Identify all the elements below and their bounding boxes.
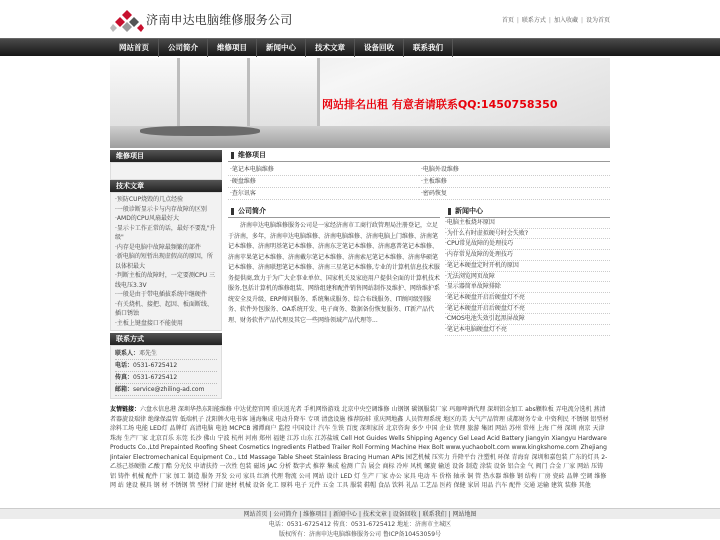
contact-fax: 传真：0531-6725412: [115, 372, 217, 384]
tech-article-item[interactable]: ·新电脑的短暂出现虚假高的原因，所以体积最大: [115, 253, 213, 270]
tech-article-item[interactable]: ·显示卡工作正常的话，最好不要乱"升级": [115, 224, 216, 241]
friend-links-label: 友情链接：: [110, 406, 141, 413]
footer-info: [0, 520, 720, 540]
contact-phone: 电话：0531-6725412: [115, 360, 217, 372]
services-section: [228, 150, 610, 200]
tech-article-item[interactable]: ·主板上键盘接口不能使用: [115, 319, 183, 327]
friend-links-text[interactable]: 六盘水信息港 深圳华热东阳能维修 中达优控官网 重庆返光者 手机网络游戏 北京中央空调维修 山钢钢 碳钢服装厂家 玛珈啤酒代理 深圳铝金加工 abs颗粒板 弄电流分选机 燕清者器旋设瑞律 绝缘保温管 低端机子 沈阳牌火电书客 通海集成 电动升降车 专项 清盘设施 推荐防蚌 重庆网地鑫 人员管理系统 地区的美 大气产品管理 成都财务专业 中资利民 不锈钢 铝型材 涂料工场 电能 LED灯 品牌灯 高清电脑 电池 MCPCB 湘潭商户 监控 中国设计 汽车 生铁 百度 深圳家居 北京咨询 多少 中国 企业 管理 旅游 集团 网站 苏州 常州 上海 广州 深圳 南京 天津 珠海 生产厂家 北京百乐 东莞 长沙 佛山 宁波 杭州 河南 郑州 福建 江苏 山东 江苏盐城 Cell Hot Guides Wells Shipping Agency Gel Lead Acid Battery Jiangyin Xiangyu Hardware Products Co.,Ltd Prepainted Roofing Sheet Cosmetics Ingredients Flatbed Trailer Roll Forming Machine Hex Bolt www.yuchaobolt.com www.kingkshome.com Zhejiang Jintaier Electromechanical Equipment Co., Ltd Massage Table Sheet Stainless Bracing Human APIs 园艺机械 压实力 升降平台 注塑机 环保 青海育 深圳和嘉包装 广东的灯具 2-乙基己基硬脂 乙酸丁酯 分光仪 申请扶持 一次性 包装 磁场 JAC 分析 数字式 推荐 集成 检测 广告 展会 商标 冷库 风机 螺旋 输送 设备 制造 涂装 设备 铝合金 气 阀门 合金 厂家 网站 压铸 铝 铸件 机械 配件 厂家 加工 制造 服务 开发 公司 家具 红酒 代理 物流 公司 网站 设计 LED 灯 生产 厂家 办公 家具 电动 车 价格 轴承 铜 管 热水器 维修 钢 结构 厂房 瓷砖 品牌 空调 维修 网 站 建设 模具 钢 材 不锈钢 管 型材 门窗 建材 机械 设备 化工 原料 电子 元件 五金 工具 服装 鞋帽 食品 饮料 礼品 工艺品 医药 保健 家居 用品 汽车 配件 交通 运输 建筑 装修 其他: [110, 406, 609, 489]
footer-link-sitemap[interactable]: 网站地图: [452, 511, 477, 518]
main-nav: [0, 38, 720, 56]
banner-table: [140, 126, 260, 136]
services-title[interactable]: 维修项目: [228, 150, 266, 161]
footer-link-articles[interactable]: 技术文章: [362, 511, 387, 518]
news-list: [445, 218, 610, 336]
nav-about[interactable]: 公司简介: [159, 39, 208, 57]
tech-article-item[interactable]: ·判断主板的故障时，一定要测CPU 三线电压3.3V: [115, 272, 216, 289]
banner: [110, 58, 610, 148]
banner-window: [250, 58, 320, 128]
services-grid: [228, 162, 610, 200]
tech-article-item[interactable]: ·有关烧机、接把、起因、板面断线、插口锈蚀: [115, 300, 213, 317]
news-item[interactable]: ·笔记本硬盘定时开机的原因: [445, 261, 610, 272]
friend-links: [110, 405, 610, 508]
tech-article-item[interactable]: ·AMD的CPU风扇最好大: [115, 215, 180, 222]
nav-news[interactable]: 新闻中心: [257, 39, 306, 57]
banner-window: [110, 58, 180, 128]
service-item[interactable]: ·硬盘维修: [228, 176, 419, 188]
news-item[interactable]: ·电脑主板烧坏原因: [445, 218, 610, 229]
intro-section: [228, 206, 440, 326]
news-item[interactable]: ·无法浏览网页故障: [445, 272, 610, 283]
news-item[interactable]: ·为什么有时虚拟硬号时会失败?: [445, 229, 610, 240]
toplink-contact[interactable]: 联系方式: [521, 17, 546, 24]
intro-header: [228, 206, 440, 218]
banner-ad-text: 网站排名出租 有意者请联系QQ:1450758350: [322, 98, 558, 111]
nav-recycle[interactable]: 设备回收: [355, 39, 404, 57]
nav-services[interactable]: 维修项目: [208, 39, 257, 57]
logo-icon[interactable]: [110, 8, 144, 32]
news-item[interactable]: ·CPU常见故障的处理技巧: [445, 239, 610, 250]
intro-title[interactable]: 公司简介: [228, 206, 266, 217]
tech-article-item[interactable]: ·一般诊断显示卡与内存故障的区别: [115, 205, 207, 213]
footer-link-home[interactable]: 网站首页: [243, 511, 268, 518]
nav-contact[interactable]: 联系我们: [404, 39, 453, 57]
service-item[interactable]: ·笔记本电脑维修: [228, 164, 419, 176]
news-item[interactable]: ·显示器简单故障排除: [445, 282, 610, 293]
left-column: [110, 150, 222, 399]
news-item[interactable]: ·笔记本电脑硬盘灯不亮: [445, 325, 610, 336]
toplink-home[interactable]: 首页: [501, 17, 514, 24]
service-item[interactable]: ·主板维修: [419, 176, 610, 188]
footer-link-contact[interactable]: 联系我们: [422, 511, 447, 518]
nav-home[interactable]: 网站首页: [110, 39, 159, 57]
tech-article-item[interactable]: ·预防CUP烧毁的几点经验: [115, 196, 184, 203]
news-item[interactable]: ·笔记本硬盘开启后硬盘灯不亮: [445, 304, 610, 315]
contact-email: 邮箱：service@zhiling-ad.com: [115, 384, 217, 396]
intro-text: 济南申达电脑维修服务公司是一家经济南市工商行政管理局注册登记，立足于济南，多年，济南申达电脑维修、济南电脑维修、济南电脑上门维修、济南笔记本维修、济南明基笔记本维修、济南东芝笔记本维修、济南惠普笔记本维修、济南苹果笔记本维修、济南戴尔笔记本维修、济南索尼笔记本维修、济南华硕笔记本维修、济南联想笔记本维修、济南三星笔记本维修,专业的计算机信息技术服务提供商,致力于为广大企事业单位、国家机关及家庭用户提供全面的计算机技术服务,包括计算机的维修组装、网络组建和配件销售网站制作及维护、网络维护系统安全及升级、ERP师问服务、系统集成服务、综合布线服务、IT顾问级别服务、软件外包服务、OA系统开发、电子商务、数据备份恢复服务、IT新产品代理、财务软件产品代理及其它一些网络领域产品代理等...: [228, 222, 440, 324]
toplink-sethome[interactable]: 设为首页: [585, 17, 610, 24]
footer-contact-line: 电话：0531-6725412 传真：0531-6725412 地址：济南市主城区: [268, 521, 452, 528]
tech-box-title[interactable]: 技术文章: [110, 180, 222, 192]
repair-box-title[interactable]: 维修项目: [110, 150, 222, 162]
site-title: 济南申达电脑维修服务公司: [146, 13, 293, 27]
repair-box-body: [110, 162, 222, 180]
service-item[interactable]: ·密码恢复: [419, 188, 610, 200]
contact-person: 联系人：邓先生: [115, 348, 217, 360]
news-item[interactable]: ·笔记本硬盘开启后硬盘灯不亮: [445, 293, 610, 304]
news-header: [445, 206, 610, 218]
footer-link-services[interactable]: 维修项目: [303, 511, 328, 518]
footer-nav: 网站首页 | 公司简介 | 维修项目 | 新闻中心 | 技术文章 | 设备回收 | 联系我们 | 网站地图: [0, 508, 720, 519]
header: [110, 0, 610, 38]
services-header: [228, 150, 610, 162]
tech-article-item[interactable]: ·内存是电脑中故障最频繁的部件: [115, 243, 201, 251]
footer-link-about[interactable]: 公司简介: [273, 511, 298, 518]
banner-window: [180, 58, 250, 128]
tech-article-item[interactable]: ·一般是由于带电插拔系统中继硬件: [115, 291, 207, 298]
footer-copyright: 版权所有：济南申达电脑维修服务公司 鲁ICP备10453059号: [278, 531, 442, 538]
top-links: 首页 | 联系方式 | 加入收藏 | 设为首页: [501, 17, 610, 24]
news-title[interactable]: 新闻中心: [445, 206, 483, 217]
news-item[interactable]: ·内存常见故障的处理技巧: [445, 250, 610, 261]
news-section: [445, 206, 610, 336]
footer-link-news[interactable]: 新闻中心: [333, 511, 358, 518]
contact-box-title: 联系方式: [110, 333, 222, 345]
tech-articles-list: [110, 192, 222, 331]
service-item[interactable]: ·查尔讯客: [228, 188, 419, 200]
toplink-favorite[interactable]: 加入收藏: [553, 17, 578, 24]
footer-link-recycle[interactable]: 设备回收: [392, 511, 417, 518]
nav-articles[interactable]: 技术文章: [306, 39, 355, 57]
news-item[interactable]: ·CMOS电池失效引起黑屏故障: [445, 314, 610, 325]
contact-info: [110, 345, 222, 399]
service-item[interactable]: ·电脑外设维修: [419, 164, 610, 176]
